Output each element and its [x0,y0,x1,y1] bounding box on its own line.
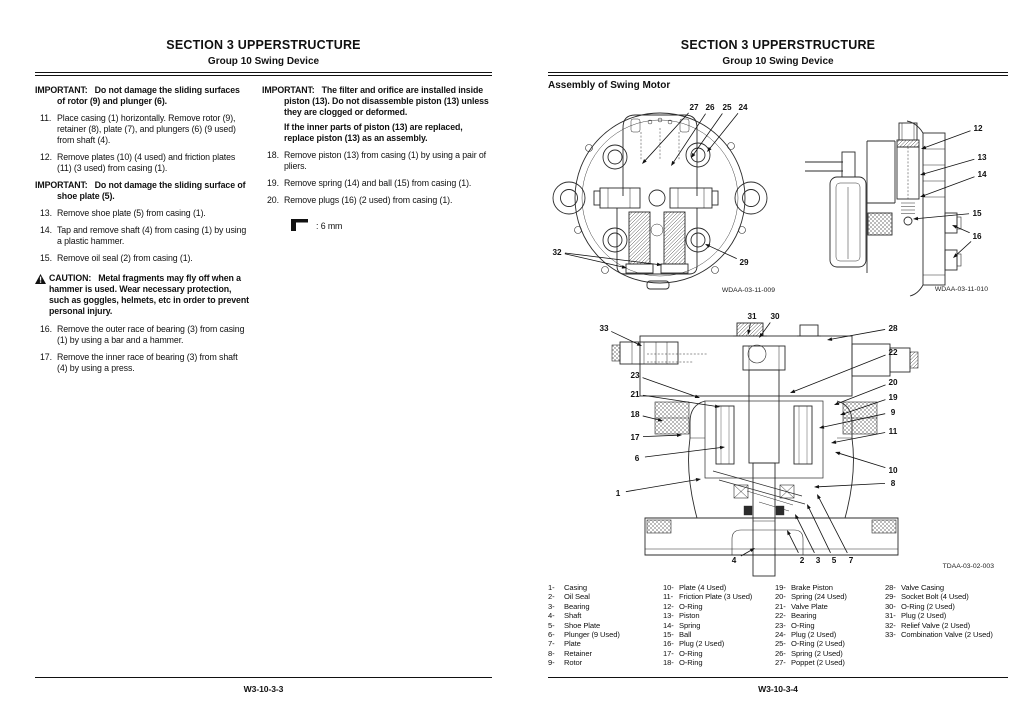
part-item [885,611,993,620]
figure-callout-number: 18 [630,410,640,419]
step-number: 15. [40,253,52,263]
step-number: 19. [267,178,279,188]
part-item [775,602,847,611]
page-header [548,0,1008,76]
part-name: O-Ring (2 Used) [901,601,955,611]
figure-callout-number: 5 [831,556,837,565]
callout-arrowhead [637,342,642,346]
important-text: The filter and orifice are installed inside piston (13). Do not disassemble piston (13) unless they are clogged or deformed. [284,85,489,117]
step-text: Remove piston (13) from casing (1) by using a pair of pliers. [284,150,487,171]
callout-arrowhead [795,514,799,519]
step-text: Remove plates (10) (4 used) and friction plates (11) (3 used) from casing (1). [57,152,236,173]
section-title: SECTION 3 UPPERSTRUCTURE [166,38,361,52]
important-note-continued [262,122,492,144]
page-footer [35,677,492,697]
part-number: 9- [548,658,555,668]
part-item [663,658,752,667]
part-number: 30- [885,601,896,611]
part-number: 15- [663,630,674,640]
part-item [548,649,620,658]
important-label: IMPORTANT: [262,85,315,95]
hex-wrench-icon [290,218,309,235]
callout-leader-line [643,435,678,436]
part-number: 27- [775,658,786,668]
part-number: 12- [663,601,674,611]
part-number: 24- [775,630,786,640]
callout-leader-line [839,453,886,467]
procedure-step [40,152,250,174]
part-item [775,630,847,639]
part-name: Rotor [564,658,583,668]
part-item [548,602,620,611]
part-item [775,583,847,592]
figure-callout-number: 22 [888,348,898,357]
figure-callout-number: 4 [731,556,737,565]
callout-leader-line [789,534,799,553]
part-name: O-Ring [679,648,703,658]
figure-callout-number: 9 [890,408,896,417]
procedure-step [40,113,250,146]
callout-arrowhead [671,161,675,166]
figure-callout-number: 1 [615,489,621,498]
page-number: W3-10-3-4 [758,684,798,694]
figure-callout-number: 26 [705,103,715,112]
important-note [35,85,250,107]
figure-callout-number: 27 [689,103,699,112]
part-item [663,639,752,648]
part-item [548,658,620,667]
callout-arrowhead [787,530,791,535]
part-number: 13- [663,611,674,621]
part-name: Ball [679,630,692,640]
valve-section-figure [805,105,1020,300]
part-name: O-Ring [791,620,815,630]
part-name: Valve Casing [901,583,944,592]
step-list [35,324,250,374]
part-name: Plate (4 Used) [679,583,727,592]
parts-column [548,583,620,668]
figure-callout-number: 21 [630,390,640,399]
figure-callout-number: 32 [552,248,562,257]
callout-leader-line [924,177,975,196]
callout-leader-line [626,480,697,492]
figure-callout-number: 29 [739,258,749,267]
part-name: Bearing [791,611,817,621]
part-name: Relief Valve (2 Used) [901,620,971,630]
part-item [663,621,752,630]
step-text: Remove the outer race of bearing (3) from casing (1) by using a bar and a hammer. [57,324,245,345]
figure-callout-number: 2 [799,556,805,565]
part-number: 26- [775,648,786,658]
important-text: If the inner parts of piston (13) are replaced, replace piston (13) as an assembly. [284,122,463,143]
step-number: 14. [40,225,52,235]
part-number: 10- [663,583,674,592]
part-number: 16- [663,639,674,649]
important-note [262,85,492,118]
figure-callout-number: 28 [888,324,898,333]
part-name: O-Ring (2 Used) [791,639,845,649]
part-number: 28- [885,583,896,592]
callout-arrowhead [835,452,840,455]
part-name: Combination Valve (2 Used) [901,630,993,640]
part-name: Plug (2 Used) [679,639,725,649]
assembly-title: Assembly of Swing Motor [548,80,671,91]
part-name: O-Ring [679,601,703,611]
figure-callout-number: 15 [972,209,982,218]
caution-label: CAUTION: [49,273,92,283]
part-number: 2- [548,592,555,602]
part-number: 3- [548,601,555,611]
step-number: 20. [267,195,279,205]
group-title: Group 10 Swing Device [722,56,834,67]
callout-arrowhead [720,446,725,450]
hex-wrench-note [290,218,492,235]
procedure-step [40,225,250,247]
callout-leader-line [831,329,885,339]
figure-callout-number: 13 [977,153,987,162]
figure-code: WDAA-03-11-009 [721,287,775,294]
callout-arrowhead [750,548,755,552]
step-number: 17. [40,352,52,362]
part-name: Retainer [564,648,592,658]
callout-leader-line [797,518,815,553]
figure-callout-number: 6 [634,454,640,463]
swing-motor-end-view-figure [545,100,805,300]
figure-callout-number: 7 [848,556,854,565]
part-item [548,592,620,601]
part-name: Piston [679,611,700,621]
part-name: Valve Plate [791,601,828,611]
callout-leader-line [924,159,974,174]
step-text: Remove shoe plate (5) from casing (1). [57,208,206,218]
caution-note [35,273,250,317]
part-name: Casing [564,583,588,592]
text-columns [35,84,492,380]
cross-section-drawing [612,323,918,576]
part-name: Poppet (2 Used) [791,658,845,668]
part-number: 18- [663,658,674,668]
part-item [663,630,752,639]
part-item [775,639,847,648]
figure-callout-number: 8 [890,479,896,488]
swing-motor-cross-section-figure [597,306,997,586]
caution-text: Metal fragments may fly off when a hammer is used. Wear necessary protection, such as goggles, helmets, etc in order to prevent personal injury. [49,273,249,316]
figure-callout-number: 25 [722,103,732,112]
procedure-step [267,178,492,189]
callout-arrowhead [952,225,957,229]
part-number: 29- [885,592,896,602]
step-text: Remove the inner race of bearing (3) from shaft (4) by using a press. [57,352,238,373]
part-number: 22- [775,611,786,621]
page-header [35,0,492,76]
procedure-step [267,195,492,206]
part-item [885,630,993,639]
step-list [35,208,250,264]
part-number: 25- [775,639,786,649]
parts-column [775,583,847,668]
hex-size-text: : 6 mm [316,221,343,231]
callout-leader-line [645,447,721,457]
callout-arrowhead [827,337,832,341]
page-number: W3-10-3-3 [243,684,284,694]
part-item [885,621,993,630]
procedure-step [40,208,250,219]
figure-callout-number: 31 [747,312,757,321]
step-number: 16. [40,324,52,334]
parts-column [663,583,752,668]
callout-arrowhead [814,485,819,489]
part-item [548,630,620,639]
callout-arrowhead [921,146,926,149]
part-name: Friction Plate (3 Used) [679,592,753,602]
part-name: Socket Bolt (4 Used) [901,592,969,602]
figure-callout-number: 33 [599,324,609,333]
part-item [663,583,752,592]
callout-arrowhead [790,389,795,393]
callout-leader-line [709,246,737,259]
part-number: 5- [548,620,555,630]
part-number: 17- [663,648,674,658]
part-name: Plunger (9 Used) [564,630,620,640]
part-item [548,639,620,648]
callout-arrowhead [817,494,821,499]
callout-leader-line [565,254,623,267]
callout-leader-line [838,385,886,404]
part-name: Spring (2 Used) [791,648,843,658]
part-number: 33- [885,630,896,640]
part-number: 1- [548,583,555,592]
part-name: Spring [679,620,701,630]
part-item [885,583,993,592]
figure-callout-number: 3 [815,556,821,565]
important-note [35,180,250,202]
part-name: Plug (2 Used) [901,611,947,621]
part-number: 7- [548,639,555,649]
figure-callout-number: 10 [888,466,898,475]
page-footer [548,677,1008,697]
header-rule [548,72,1008,76]
important-text: Do not damage the sliding surface of shoe plate (5). [57,180,246,201]
step-number: 18. [267,150,279,160]
part-name: Bearing [564,601,590,611]
part-number: 14- [663,620,674,630]
part-number: 19- [775,583,786,592]
figure-callout-number: 16 [972,232,982,241]
part-item [548,621,620,630]
important-text: Do not damage the sliding surfaces of rotor (9) and plunger (6). [57,85,240,106]
part-item [885,592,993,601]
figure-callout-number: 12 [973,124,983,133]
part-item [775,592,847,601]
procedure-step [267,150,492,172]
part-number: 11- [663,592,674,602]
procedure-step [40,324,250,346]
part-item [775,649,847,658]
figure-callout-number: 30 [770,312,780,321]
part-number: 32- [885,620,896,630]
page-right [513,0,1026,724]
warning-triangle-icon [35,274,46,287]
figure-callouts [552,103,749,269]
callout-leader-line [794,355,886,392]
step-text: Place casing (1) horizontally. Remove rotor (9), retainer (8), plate (7), and plungers (6) (9 used) from shaft (4). [57,113,236,145]
part-number: 23- [775,620,786,630]
part-number: 4- [548,611,555,621]
part-item [548,611,620,620]
part-number: 6- [548,630,555,640]
callout-leader-line [956,241,971,255]
figure-callouts [913,124,987,258]
step-number: 13. [40,208,52,218]
step-text: Remove oil seal (2) from casing (1). [57,253,193,263]
figure-callout-number: 20 [888,378,898,387]
part-name: Plate [564,639,581,649]
step-text: Remove plugs (16) (2 used) from casing (1). [284,195,453,205]
procedure-step [40,253,250,264]
figure-code: WDAA-03-11-010 [934,286,988,293]
step-list [262,150,492,206]
step-number: 11. [40,113,52,123]
part-name: Oil Seal [564,592,590,602]
step-text: Remove spring (14) and ball (15) from casing (1). [284,178,472,188]
important-label: IMPORTANT: [35,180,88,190]
step-text: Tap and remove shaft (4) from casing (1) by using a plastic hammer. [57,225,247,246]
part-item [663,649,752,658]
part-number: 20- [775,592,786,602]
part-item [885,602,993,611]
callout-arrowhead [819,425,824,429]
part-name: O-Ring [679,658,703,668]
figure-callout-number: 23 [630,371,640,380]
figure-callout-number: 14 [977,170,987,179]
important-label: IMPORTANT: [35,85,88,95]
part-name: Brake Piston [791,583,833,592]
figure-callout-number: 11 [888,427,898,436]
part-item [775,621,847,630]
part-item [775,611,847,620]
procedure-step [40,352,250,374]
callout-arrowhead [834,402,839,405]
part-number: 8- [548,648,555,658]
figure-callout-number: 17 [630,433,640,442]
part-item [663,602,752,611]
figure-callout-number: 19 [888,393,898,402]
part-number: 21- [775,601,786,611]
part-item [548,583,620,592]
figure-code: TDAA-03-02-003 [942,563,994,570]
column-left [35,84,250,380]
group-title: Group 10 Swing Device [207,56,320,67]
part-name: Shaft [564,611,582,621]
step-number: 12. [40,152,52,162]
part-name: Plug (2 Used) [791,630,837,640]
figure-callout-number: 24 [738,103,748,112]
callout-arrowhead [691,153,695,158]
callout-leader-line [673,114,705,163]
callout-leader-line [956,227,970,233]
motor-end-view-drawing [553,113,767,289]
callout-arrowhead [807,504,811,509]
part-name: Spring (24 Used) [791,592,847,602]
section-title: SECTION 3 UPPERSTRUCTURE [680,38,876,52]
valve-section-drawing [805,121,961,296]
callout-leader-line [819,498,848,553]
callout-arrowhead [913,217,918,221]
callout-arrowhead [696,478,701,482]
part-item [663,611,752,620]
header-rule [35,72,492,76]
part-item [663,592,752,601]
step-list [35,113,250,174]
column-right [262,84,492,380]
part-number: 31- [885,611,896,621]
part-item [775,658,847,667]
callout-leader-line [643,378,697,397]
parts-column [885,583,993,639]
callout-arrowhead [831,440,836,444]
part-name: Shoe Plate [564,620,601,630]
